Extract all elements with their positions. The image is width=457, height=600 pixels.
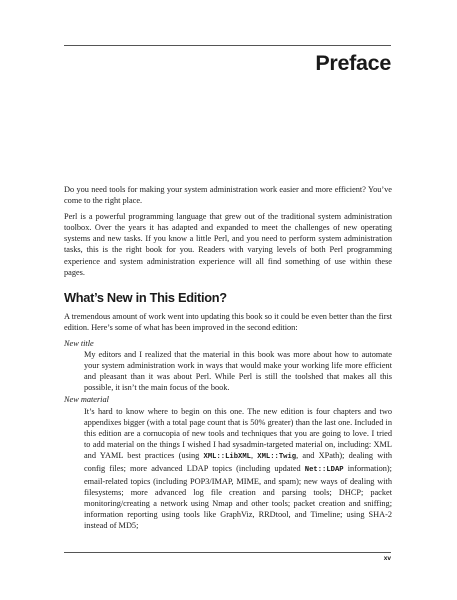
description-text: It’s hard to know where to begin on this one. The new edition is four chapters and two appendixes bigger (with a total page count that is 50% greater) than the last one. Included in this edition are a cornucopia of new tools and techniques that you are going to love. I tried to add material on the things I wished I had sysadmin-targeted material on, including: XML and YAML best practices (using (84, 406, 392, 460)
section-heading: What’s New in This Edition? (64, 289, 227, 305)
page-body (64, 184, 392, 533)
intro-paragraph-1: Do you need tools for making your system administration work easier and more efficient? You’ve come to the right place. (64, 185, 392, 206)
chapter-title: Preface (315, 51, 391, 75)
header-rule (64, 45, 391, 46)
definition-list (64, 338, 392, 532)
code-net-ldap: Net::LDAP (304, 465, 344, 474)
description-text: , (250, 450, 258, 460)
section-lead-paragraph: A tremendous amount of work went into updating this book so it could be even better than the first edition. Here’s some of what has been improved in the second edition: (64, 311, 392, 332)
term-new-material: New material (64, 395, 109, 405)
footer-rule (64, 552, 391, 553)
term-new-title-description: My editors and I realized that the material in this book was more about how to automate your system administration work in ways that would make your working life more efficient and pleasant than it was about Perl. While Perl is still the toolshed that makes all this possible, it isn’t the main focus of the book. (84, 350, 392, 393)
description-text: , and XPath); dealing with config files; more advanced LDAP topics (including updated (84, 450, 392, 473)
code-xml-libxml: XML::LibXML (203, 452, 251, 461)
code-xml-twig: XML::Twig (257, 452, 297, 461)
term-new-material-description (84, 406, 392, 532)
term-new-title: New title (64, 338, 94, 348)
intro-paragraph-2: Perl is a powerful programming language that grew out of the traditional system administration toolbox. Over the years it has adapted and expanded to meet the challenges of new operating systems and new tasks. If you know a little Perl, and you need to perform system administration tasks, this is the right book for you. Readers with varying levels of both Perl programming experience and system administration experience will all find something of use within these pages. (64, 212, 392, 277)
description-text: information); email-related topics (including POP3/IMAP, MIME, and spam); new ways of dealing with filesystems; more advanced log file creation and parsing tools; DHCP; packet monitoring/creating a network using Nmap and other tools; packet creation and sniffing; information reporting using tools like GraphViz, RRDtool, and Timeline; using SHA-2 instead of MD5; (84, 463, 392, 531)
page-number: xv (383, 555, 391, 562)
